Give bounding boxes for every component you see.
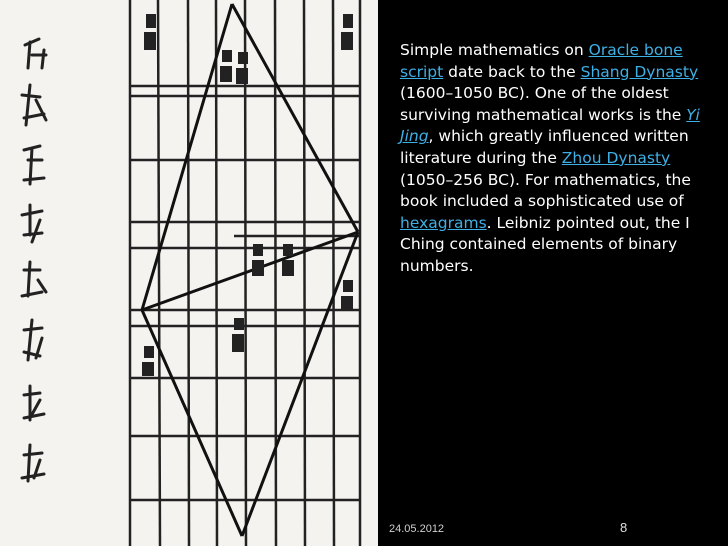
text-segment: (1600–1050 BC). One of the oldest surviving mathematical works is the: [400, 84, 687, 124]
cell-characters: [142, 14, 353, 376]
page-number: 8: [620, 520, 628, 535]
calligraphy-column: [22, 39, 46, 481]
link-oracle-bone-script[interactable]: Oracle bone script: [400, 41, 683, 81]
slide-body-text: [400, 40, 700, 278]
link-yi-jing[interactable]: Yi Jing: [400, 105, 700, 146]
link-hexagrams[interactable]: hexagrams: [400, 213, 487, 232]
footer-date: 24.05.2012: [389, 523, 445, 535]
text-segment: . Leibniz pointed out, the I Ching contained elements of binary numbers.: [400, 213, 690, 275]
text-segment: (1050–256 BC). For mathematics, the book included a sophisticated use of: [400, 170, 691, 211]
text-segment: , which greatly influenced written literature during the: [400, 127, 689, 167]
text-segment: Simple mathematics on: [400, 41, 589, 59]
rhombus-lines: [142, 4, 358, 536]
link-shang-dynasty[interactable]: Shang Dynasty: [580, 62, 699, 81]
link-zhou-dynasty[interactable]: Zhou Dynasty: [561, 148, 671, 167]
text-segment: date back to the: [443, 62, 581, 81]
